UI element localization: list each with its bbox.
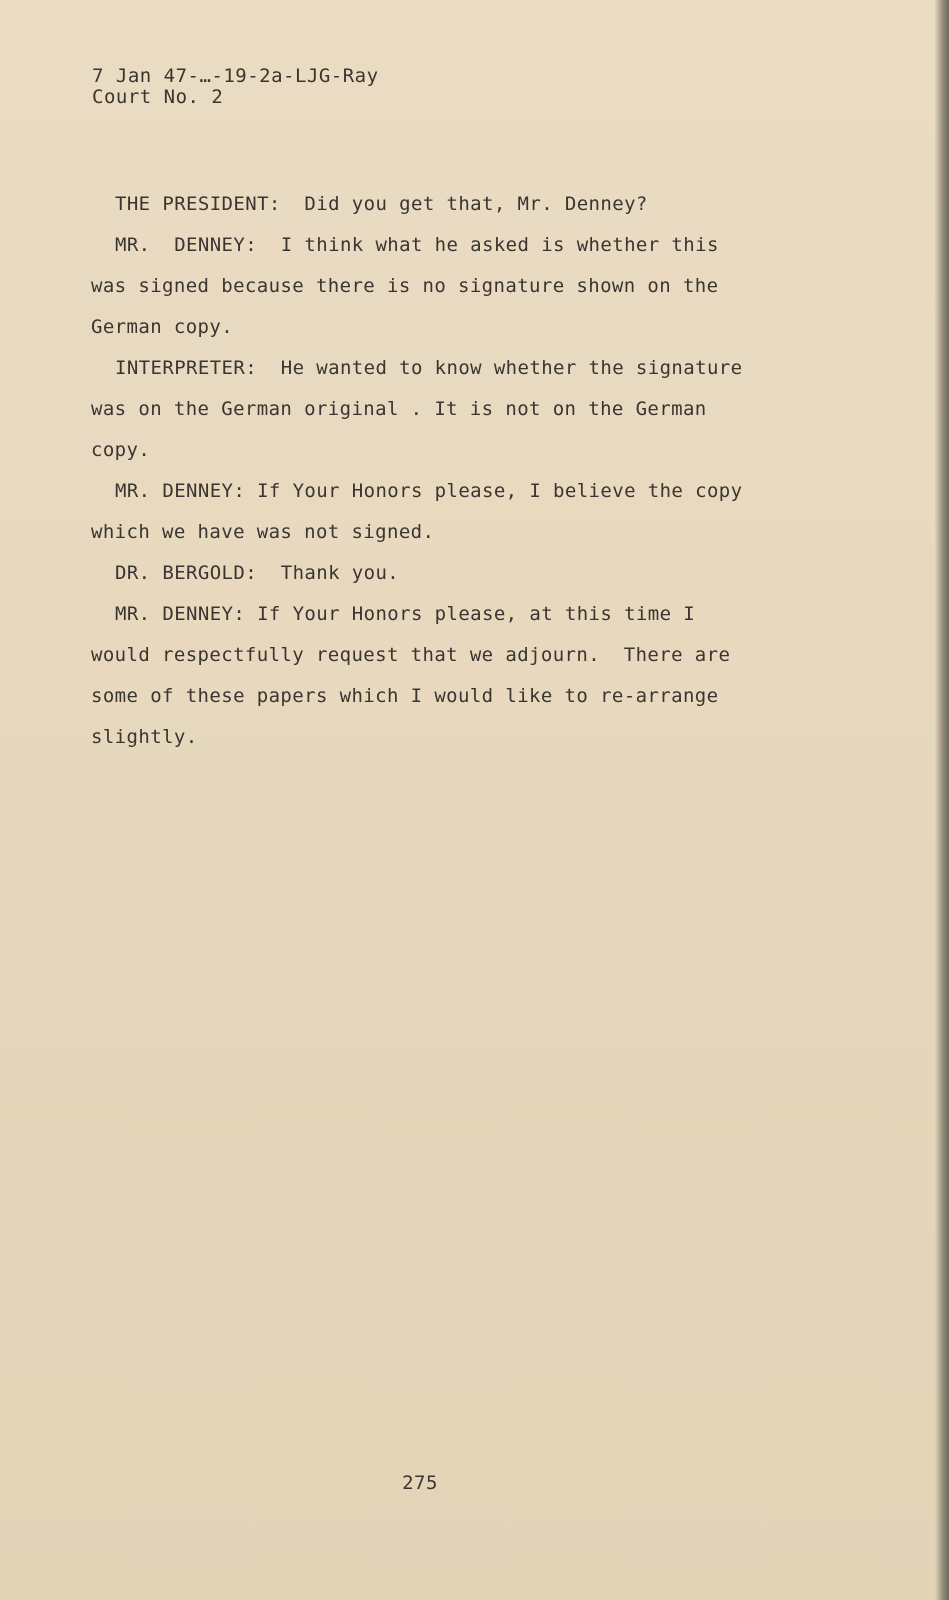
transcript-line: copy. (91, 439, 151, 461)
transcript-line: was on the German original . It is not on the German (91, 398, 707, 420)
transcript-line: INTERPRETER: He wanted to know whether the signature (115, 357, 743, 379)
transcript-line: THE PRESIDENT: Did you get that, Mr. Denney? (115, 193, 648, 215)
header-reference: 7 Jan 47-…-19-2a-LJG-Ray (92, 65, 379, 87)
header-court: Court No. 2 (92, 86, 224, 108)
transcript-body (91, 184, 791, 758)
transcript-line: would respectfully request that we adjourn. There are (91, 644, 731, 666)
transcript-line: slightly. (91, 726, 198, 748)
page-number: 275 (402, 1472, 438, 1494)
transcript-line: DR. BERGOLD: Thank you. (115, 562, 400, 584)
transcript-line: German copy. (91, 316, 234, 338)
transcript-line: some of these papers which I would like to re-arrange (91, 685, 719, 707)
transcript-line: was signed because there is no signature shown on the (91, 275, 719, 297)
document-header (92, 66, 379, 108)
transcript-line: MR. DENNEY: I think what he asked is whether this (115, 234, 719, 256)
transcript-line: which we have was not signed. (91, 521, 435, 543)
transcript-line: MR. DENNEY: If Your Honors please, at this time I (115, 603, 696, 625)
transcript-line: MR. DENNEY: If Your Honors please, I believe the copy (115, 480, 743, 502)
page-edge (935, 0, 949, 1600)
